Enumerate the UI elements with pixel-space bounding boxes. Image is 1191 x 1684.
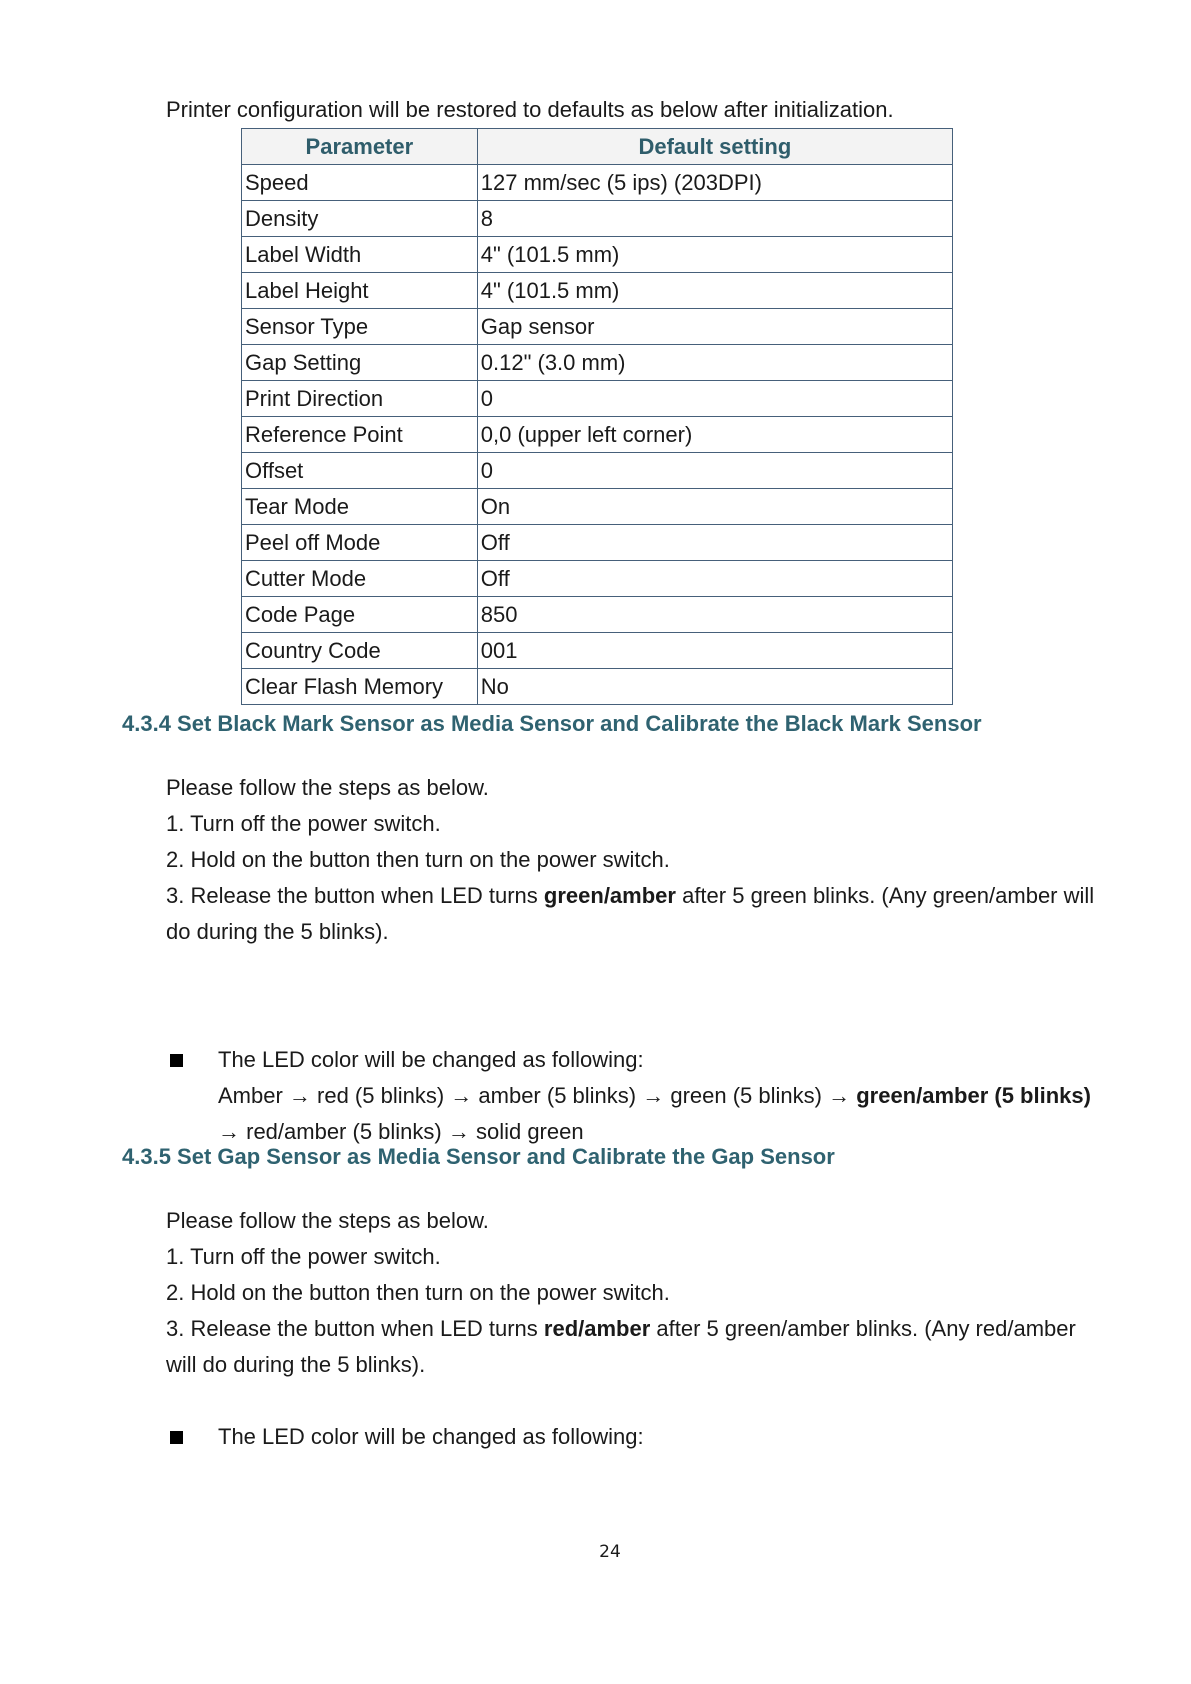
table-row bbox=[242, 273, 953, 309]
column-header-default-setting: Default setting bbox=[477, 129, 952, 165]
table-row bbox=[242, 201, 953, 237]
parameter-cell: Gap Setting bbox=[242, 345, 478, 381]
parameter-cell: Clear Flash Memory bbox=[242, 669, 478, 705]
default-value-cell: 0.12" (3.0 mm) bbox=[477, 345, 952, 381]
parameter-cell: Cutter Mode bbox=[242, 561, 478, 597]
table-row bbox=[242, 489, 953, 525]
default-value-cell: 001 bbox=[477, 633, 952, 669]
parameter-cell: Country Code bbox=[242, 633, 478, 669]
section-4-3-4-steps bbox=[166, 770, 1106, 950]
table-row bbox=[242, 309, 953, 345]
sequence-text: Amber → red (5 blinks) → amber (5 blinks) → green (5 blinks) → bbox=[218, 1083, 857, 1108]
step-1: 1. Turn off the power switch. bbox=[166, 811, 441, 836]
bullet-text: The LED color will be changed as following: bbox=[218, 1047, 644, 1072]
default-value-cell: On bbox=[477, 489, 952, 525]
page-number: 24 bbox=[599, 1542, 621, 1562]
steps-intro: Please follow the steps as below. bbox=[166, 1208, 489, 1233]
table-body bbox=[242, 165, 953, 705]
default-value-cell: Off bbox=[477, 561, 952, 597]
parameter-cell: Label Width bbox=[242, 237, 478, 273]
table-row bbox=[242, 525, 953, 561]
parameter-cell: Speed bbox=[242, 165, 478, 201]
step-3-text-post: after 5 green/amber blinks. (Any red/amber will do during the 5 blinks). bbox=[166, 1316, 1076, 1377]
default-value-cell: Gap sensor bbox=[477, 309, 952, 345]
table-header-row bbox=[242, 129, 953, 165]
step-1: 1. Turn off the power switch. bbox=[166, 1244, 441, 1269]
parameter-cell: Reference Point bbox=[242, 417, 478, 453]
default-value-cell: 8 bbox=[477, 201, 952, 237]
default-settings-table bbox=[241, 128, 953, 705]
default-value-cell: 127 mm/sec (5 ips) (203DPI) bbox=[477, 165, 952, 201]
steps-intro: Please follow the steps as below. bbox=[166, 775, 489, 800]
table-row bbox=[242, 237, 953, 273]
step-3 bbox=[166, 878, 1106, 950]
square-bullet-icon bbox=[170, 1431, 183, 1444]
section-heading-4-3-4: 4.3.4 Set Black Mark Sensor as Media Sensor and Calibrate the Black Mark Sensor bbox=[122, 711, 982, 736]
table-row bbox=[242, 561, 953, 597]
parameter-cell: Offset bbox=[242, 453, 478, 489]
parameter-cell: Peel off Mode bbox=[242, 525, 478, 561]
parameter-cell: Density bbox=[242, 201, 478, 237]
table-row bbox=[242, 597, 953, 633]
step-3-text-post: after 5 green blinks. (Any green/amber will do during the 5 blinks). bbox=[166, 883, 1095, 944]
section-4-3-5-steps bbox=[166, 1203, 1106, 1383]
step-2: 2. Hold on the button then turn on the power switch. bbox=[166, 1280, 670, 1305]
default-value-cell: Off bbox=[477, 525, 952, 561]
parameter-cell: Print Direction bbox=[242, 381, 478, 417]
default-value-cell: No bbox=[477, 669, 952, 705]
table-row bbox=[242, 345, 953, 381]
table-row bbox=[242, 633, 953, 669]
default-value-cell: 0,0 (upper left corner) bbox=[477, 417, 952, 453]
led-sequence-bullet-gap bbox=[166, 1419, 1106, 1455]
bullet-text: The LED color will be changed as following: bbox=[218, 1424, 644, 1449]
step-2: 2. Hold on the button then turn on the power switch. bbox=[166, 847, 670, 872]
square-bullet-icon bbox=[170, 1054, 183, 1067]
step-3-text-pre: 3. Release the button when LED turns bbox=[166, 1316, 544, 1341]
default-value-cell: 4" (101.5 mm) bbox=[477, 237, 952, 273]
step-3-bold-color: red/amber bbox=[543, 1316, 651, 1341]
table-row bbox=[242, 165, 953, 201]
step-3 bbox=[166, 1311, 1106, 1383]
parameter-cell: Code Page bbox=[242, 597, 478, 633]
default-value-cell: 0 bbox=[477, 381, 952, 417]
step-3-text-pre: 3. Release the button when LED turns bbox=[166, 883, 544, 908]
parameter-cell: Tear Mode bbox=[242, 489, 478, 525]
default-value-cell: 850 bbox=[477, 597, 952, 633]
table-row bbox=[242, 669, 953, 705]
table-row bbox=[242, 381, 953, 417]
parameter-cell: Label Height bbox=[242, 273, 478, 309]
led-sequence-line-1 bbox=[218, 1078, 1106, 1114]
column-header-parameter: Parameter bbox=[242, 129, 478, 165]
led-sequence-line-2: → red/amber (5 blinks) → solid green bbox=[218, 1119, 584, 1144]
step-3-bold-color: green/amber bbox=[543, 883, 676, 908]
default-value-cell: 0 bbox=[477, 453, 952, 489]
parameter-cell: Sensor Type bbox=[242, 309, 478, 345]
led-sequence-bullet bbox=[166, 1042, 1106, 1150]
table-row bbox=[242, 417, 953, 453]
default-value-cell: 4" (101.5 mm) bbox=[477, 273, 952, 309]
intro-text: Printer configuration will be restored to defaults as below after initialization. bbox=[166, 97, 894, 122]
sequence-bold: green/amber (5 blinks) bbox=[856, 1083, 1091, 1108]
table-row bbox=[242, 453, 953, 489]
section-heading-4-3-5: 4.3.5 Set Gap Sensor as Media Sensor and Calibrate the Gap Sensor bbox=[122, 1144, 835, 1169]
